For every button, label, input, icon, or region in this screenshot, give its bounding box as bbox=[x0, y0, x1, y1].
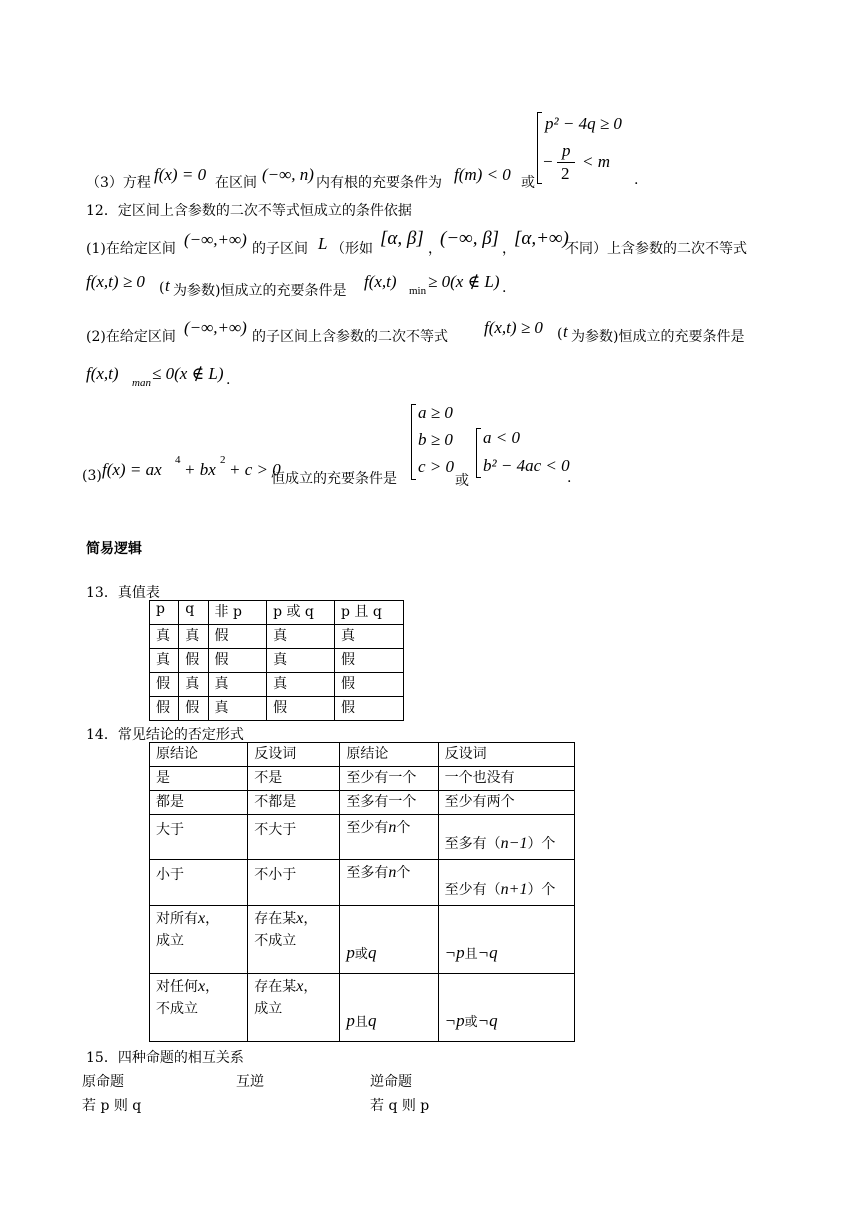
s15-mutual-converse: 互逆 bbox=[236, 1074, 264, 1090]
negation-cell: 至少有两个 bbox=[438, 791, 574, 815]
negation-cell: 都是 bbox=[150, 791, 248, 815]
s12-p2-max-sub: man bbox=[132, 377, 151, 389]
s12-p2-d: 为参数)恒成立的充要条件是 bbox=[571, 329, 745, 345]
neg-r6-c2b: ， bbox=[303, 979, 318, 995]
logic-heading: 简易逻辑 bbox=[86, 541, 142, 557]
s12-p1-min-expr: f(x,t) bbox=[364, 272, 397, 291]
negation-cell: 是 bbox=[150, 767, 248, 791]
s12-p1-interval: (−∞,+∞) bbox=[184, 230, 247, 249]
truth-cell: 假 bbox=[208, 625, 267, 649]
s12-p3-end: . bbox=[567, 470, 572, 486]
root-cond-frac-den: 2 bbox=[561, 164, 570, 183]
root-cond-lt-m: < m bbox=[582, 152, 610, 171]
s12-p3-f: f(x) = ax bbox=[102, 460, 162, 479]
negation-cell bbox=[248, 974, 340, 1042]
truth-cell: 真 bbox=[150, 649, 179, 673]
s12-p1-a: (1)在给定区间 bbox=[86, 241, 176, 257]
negation-cell bbox=[438, 815, 574, 860]
s12-p2-t: t bbox=[563, 322, 568, 341]
negation-table bbox=[149, 742, 575, 1042]
neg-r5-c4p: ¬p bbox=[444, 943, 465, 962]
s12-p2-b: 的子区间上含参数的二次不等式 bbox=[252, 329, 448, 345]
s15-original-statement: 若 p 则 q bbox=[82, 1098, 142, 1114]
neg-r5-c2c: 不成立 bbox=[254, 933, 297, 949]
neg-r6-c4or: 或 bbox=[464, 1015, 478, 1030]
s12-p3-f3: + c > 0 bbox=[229, 460, 281, 479]
negation-cell bbox=[340, 860, 438, 906]
s12-p3-b: 恒成立的充要条件是 bbox=[271, 471, 397, 487]
s12-p1-inequality: f(x,t) ≥ 0 bbox=[86, 272, 145, 291]
s12-p3-c1: a ≥ 0 bbox=[418, 403, 453, 422]
table-row bbox=[150, 697, 404, 721]
truth-cell: 假 bbox=[267, 697, 335, 721]
table-row bbox=[150, 767, 575, 791]
s12-p1-b: 的子区间 bbox=[252, 241, 308, 257]
s12-p1-interval3: [α,+∞) bbox=[514, 228, 569, 249]
neg-r5-c3q: q bbox=[367, 943, 377, 962]
negation-cell: 至少有一个 bbox=[340, 767, 438, 791]
negation-cell: 不小于 bbox=[248, 860, 340, 906]
negation-cell bbox=[150, 974, 248, 1042]
s15-converse-statement: 若 q 则 p bbox=[370, 1098, 430, 1114]
s12-p1-g: 为参数)恒成立的充要条件是 bbox=[173, 283, 347, 299]
s12-p3-exp4: 4 bbox=[175, 454, 181, 466]
truth-cell: 真 bbox=[208, 673, 267, 697]
truth-cell: 真 bbox=[267, 625, 335, 649]
negation-cell bbox=[150, 906, 248, 974]
negation-header-cell: 原结论 bbox=[150, 743, 248, 767]
truth-cell: 假 bbox=[208, 649, 267, 673]
table-row bbox=[150, 860, 575, 906]
neg-r4-c3b: 个 bbox=[396, 865, 411, 881]
neg-r5-c1b: ， bbox=[205, 911, 220, 927]
neg-r6-c1a: 对任何 bbox=[156, 979, 198, 995]
s12-p1-L: L bbox=[318, 234, 328, 253]
negation-cell bbox=[340, 974, 438, 1042]
truth-cell: 真 bbox=[335, 625, 404, 649]
neg-r6-c3q: q bbox=[367, 1011, 377, 1030]
negation-header-cell: 反设词 bbox=[438, 743, 574, 767]
neg-r6-c4q: ¬q bbox=[477, 1011, 498, 1030]
s12-p3-exp2: 2 bbox=[220, 454, 226, 466]
table-row bbox=[150, 791, 575, 815]
neg-r4-n: n bbox=[388, 864, 397, 881]
truth-cell: 真 bbox=[267, 649, 335, 673]
s11-3-end: . bbox=[634, 172, 639, 188]
brace-p3-case2 bbox=[476, 428, 477, 478]
s12-p1-min-sub: min bbox=[409, 285, 427, 297]
neg-r3-c3b: 个 bbox=[396, 820, 411, 836]
truth-cell: 假 bbox=[150, 697, 179, 721]
root-cond-minus: − bbox=[543, 152, 553, 171]
neg-r3-c3a: 至少有 bbox=[346, 820, 389, 836]
neg-r4-c3a: 至多有 bbox=[346, 865, 389, 881]
table-row bbox=[150, 815, 575, 860]
neg-r5-c3p: p bbox=[346, 943, 355, 962]
truth-cell: 假 bbox=[179, 697, 208, 721]
negation-cell bbox=[340, 906, 438, 974]
neg-r3-c4n: n−1 bbox=[500, 835, 528, 852]
s12-p3-c2: b ≥ 0 bbox=[418, 430, 453, 449]
s14-title: 14．常见结论的否定形式 bbox=[86, 727, 244, 743]
truth-header-cell: 非 p bbox=[208, 601, 267, 625]
s11-3-text2: 内有根的充要条件为 bbox=[316, 175, 442, 191]
s11-3-condition: f(m) < 0 bbox=[454, 165, 511, 184]
s12-p3-a: (3) bbox=[82, 468, 102, 484]
neg-r6-c2c: 成立 bbox=[254, 1001, 283, 1017]
neg-r3-c4a: 至多有（ bbox=[444, 836, 501, 852]
s12-p1-end: . bbox=[502, 280, 507, 296]
neg-r5-c1c: 成立 bbox=[156, 933, 184, 949]
s13-title: 13．真值表 bbox=[86, 585, 160, 601]
negation-header-cell: 原结论 bbox=[340, 743, 438, 767]
neg-r6-c1c: 不成立 bbox=[156, 1001, 198, 1017]
truth-cell: 真 bbox=[267, 673, 335, 697]
negation-cell: 不大于 bbox=[248, 815, 340, 860]
brace-p3-case1 bbox=[411, 404, 412, 480]
negation-cell bbox=[438, 906, 574, 974]
truth-header-cell: p 且 q bbox=[335, 601, 404, 625]
s15-converse-proposition: 逆命题 bbox=[370, 1074, 412, 1090]
negation-cell: 一个也没有 bbox=[438, 767, 574, 791]
neg-r6-c1x: x bbox=[198, 978, 206, 995]
truth-cell: 真 bbox=[179, 673, 208, 697]
s11-3-or: 或 bbox=[521, 175, 535, 191]
neg-r5-c1x: x bbox=[198, 910, 206, 927]
neg-r5-c1a: 对所有 bbox=[156, 911, 198, 927]
s15-original-proposition: 原命题 bbox=[82, 1074, 124, 1090]
s12-p2-interval: (−∞,+∞) bbox=[184, 318, 247, 337]
s12-p2-c: ( bbox=[557, 326, 563, 342]
s12-p1-d: 不同）上含参数的二次不等式 bbox=[565, 241, 747, 257]
neg-r5-c2b: ， bbox=[303, 911, 318, 927]
s12-p2-end: . bbox=[226, 372, 231, 388]
s12-p1-min-rest: ≥ 0(x ∉ L) bbox=[428, 272, 500, 291]
neg-r6-c2x: x bbox=[296, 978, 304, 995]
brace-root-conditions bbox=[537, 112, 538, 184]
neg-r4-c4n: n+1 bbox=[500, 881, 528, 898]
negation-cell: 不是 bbox=[248, 767, 340, 791]
s12-p1-paren: ( bbox=[159, 280, 165, 296]
truth-header-cell: q bbox=[179, 601, 208, 625]
negation-cell: 不都是 bbox=[248, 791, 340, 815]
truth-cell: 真 bbox=[179, 625, 208, 649]
negation-cell bbox=[438, 860, 574, 906]
negation-cell: 大于 bbox=[150, 815, 248, 860]
truth-cell: 真 bbox=[150, 625, 179, 649]
neg-r5-c2x: x bbox=[296, 910, 304, 927]
truth-table-header bbox=[150, 601, 404, 625]
negation-table-header bbox=[150, 743, 575, 767]
negation-cell bbox=[438, 974, 574, 1042]
s12-p3-d1: a < 0 bbox=[483, 428, 520, 447]
neg-r4-c4b: ）个 bbox=[527, 882, 556, 898]
s11-3-interval: (−∞, n) bbox=[262, 165, 314, 184]
s12-p2-inequality: f(x,t) ≥ 0 bbox=[484, 318, 543, 337]
s12-p2-a: (2)在给定区间 bbox=[86, 329, 176, 345]
s12-p1-interval1: [α, β] bbox=[380, 228, 424, 249]
s15-title: 15．四种命题的相互关系 bbox=[86, 1050, 244, 1066]
s12-p1-comma2: ， bbox=[502, 241, 516, 257]
truth-table bbox=[149, 600, 404, 721]
negation-cell bbox=[340, 815, 438, 860]
s12-p2-max-rest: ≤ 0(x ∉ L) bbox=[152, 364, 224, 383]
negation-cell: 至多有一个 bbox=[340, 791, 438, 815]
neg-r4-c4a: 至少有（ bbox=[444, 882, 501, 898]
neg-r6-c4p: ¬p bbox=[444, 1011, 465, 1030]
neg-r3-c4b: ）个 bbox=[527, 836, 556, 852]
s11-3-label: （3）方程 bbox=[86, 175, 151, 191]
s12-p2-max-expr: f(x,t) bbox=[86, 364, 119, 383]
table-row bbox=[150, 906, 575, 974]
neg-r5-c3or: 或 bbox=[354, 947, 368, 962]
table-row bbox=[150, 649, 404, 673]
neg-r6-c3and: 且 bbox=[354, 1015, 368, 1030]
negation-cell: 小于 bbox=[150, 860, 248, 906]
table-row bbox=[150, 673, 404, 697]
s12-p3-or: 或 bbox=[455, 473, 469, 489]
neg-r6-c3p: p bbox=[346, 1011, 355, 1030]
s12-p1-interval2: (−∞, β] bbox=[440, 228, 500, 249]
s12-p1-t: t bbox=[165, 276, 170, 295]
table-row bbox=[150, 625, 404, 649]
neg-r6-c1b: ， bbox=[205, 979, 220, 995]
s12-p3-c3: c > 0 bbox=[418, 457, 455, 476]
neg-r5-c4q: ¬q bbox=[477, 943, 498, 962]
truth-cell: 真 bbox=[208, 697, 267, 721]
s12-p3-d2: b² − 4ac < 0 bbox=[483, 456, 570, 475]
truth-header-cell: p bbox=[150, 601, 179, 625]
truth-header-cell: p 或 q bbox=[267, 601, 335, 625]
root-cond-frac-num: p bbox=[562, 141, 571, 160]
truth-cell: 假 bbox=[150, 673, 179, 697]
truth-cell: 假 bbox=[335, 673, 404, 697]
neg-r6-c2a: 存在某 bbox=[254, 979, 297, 995]
s12-p1-c: （形如 bbox=[331, 241, 373, 257]
s12-title: 12．定区间上含参数的二次不等式恒成立的条件依据 bbox=[86, 203, 412, 219]
neg-r5-c4and: 且 bbox=[464, 947, 478, 962]
truth-cell: 假 bbox=[335, 697, 404, 721]
s12-p3-f2: + bx bbox=[184, 460, 216, 479]
negation-cell bbox=[248, 906, 340, 974]
s11-3-text1: 在区间 bbox=[215, 175, 257, 191]
s12-p1-comma1: ， bbox=[428, 241, 442, 257]
truth-cell: 假 bbox=[179, 649, 208, 673]
neg-r5-c2a: 存在某 bbox=[254, 911, 297, 927]
negation-header-cell: 反设词 bbox=[248, 743, 340, 767]
neg-r3-n: n bbox=[388, 819, 397, 836]
root-cond-discriminant: p² − 4q ≥ 0 bbox=[545, 114, 622, 133]
s11-3-equation: f(x) = 0 bbox=[154, 165, 207, 184]
table-row bbox=[150, 974, 575, 1042]
truth-cell: 假 bbox=[335, 649, 404, 673]
